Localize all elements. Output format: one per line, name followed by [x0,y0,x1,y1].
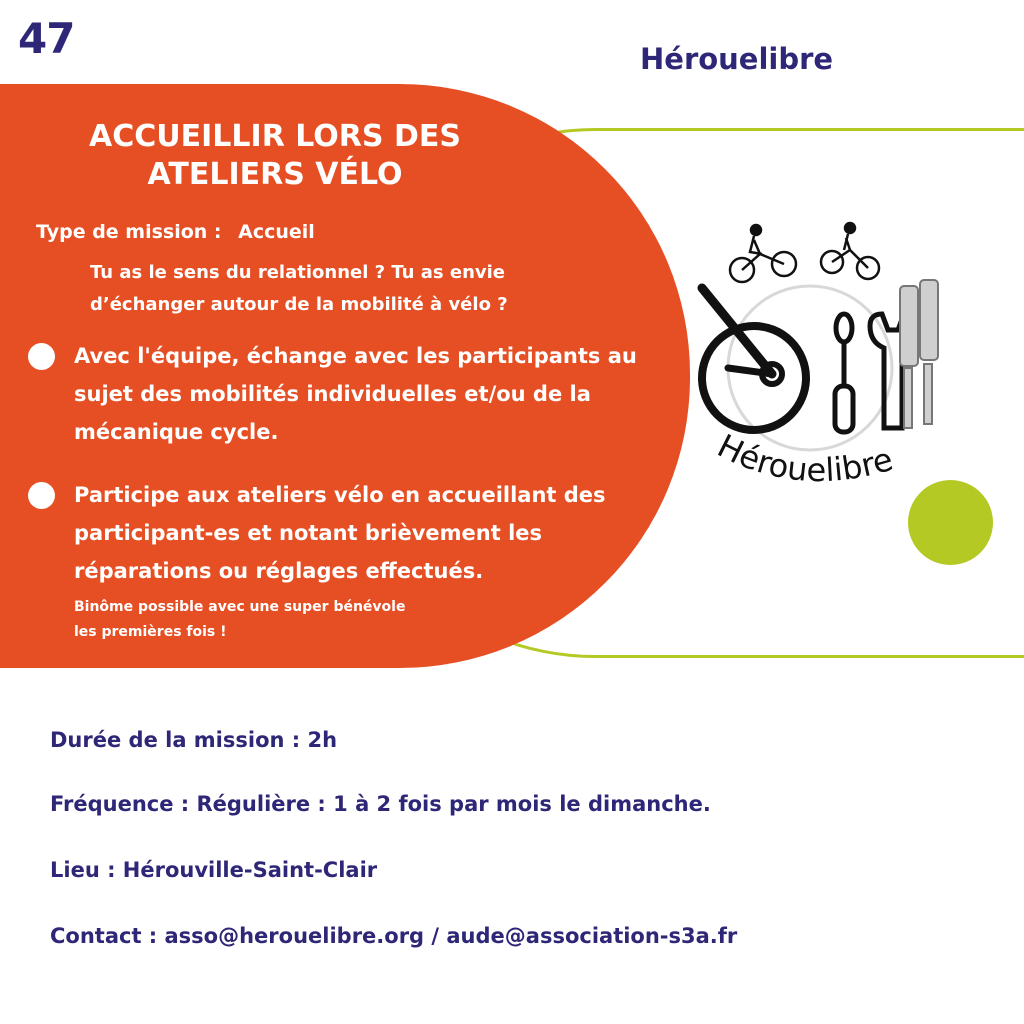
intro-line-2: d’échanger autour de la mobilité à vélo ? [90,294,508,315]
logo-text: Hérouelibre [711,426,898,490]
bullet-text: Participe aux ateliers vélo en accueillant des participant-es et notant brièvement les réparations ou réglages effectués. [74,483,606,583]
bullet-dot-icon [28,482,55,509]
screwdriver-icon [835,314,853,432]
note-line-1: Binôme possible avec une super bénévole [74,599,406,615]
logo-wordmark [712,427,897,490]
mission-title [40,118,510,194]
mission-intro [90,257,610,321]
intro-line-1: Tu as le sens du relationnel ? Tu as envie [90,262,506,283]
herouelibre-logo [692,218,942,498]
title-line-1: ACCUEILLIR LORS DES [89,119,461,154]
mission-contact[interactable]: Contact : asso@herouelibre.org / aude@association-s3a.fr [50,924,738,948]
bullet-item [28,476,648,590]
mission-type [36,221,315,243]
mission-location: Lieu : Hérouville-Saint-Clair [50,858,378,882]
green-dot-decoration [908,480,993,565]
bullet-item [28,337,648,451]
mission-note [74,595,534,645]
bike-tools-logo-icon [692,218,942,498]
bullet-dot-icon [28,343,55,370]
mission-frequency: Fréquence : Régulière : 1 à 2 fois par mois le dimanche. [50,792,711,816]
pump-icon [900,280,938,428]
organization-name: Hérouelibre [640,42,834,76]
bullet-text: Avec l'équipe, échange avec les participants au sujet des mobilités individuelles et/ou de la mécanique cycle. [74,344,637,444]
note-line-2: les premières fois ! [74,624,227,640]
mission-duration: Durée de la mission : 2h [50,728,338,752]
mission-type-value: Accueil [238,221,315,243]
title-line-2: ATELIERS VÉLO [147,157,403,192]
page-number: 47 [18,14,75,63]
mission-type-label: Type de mission : [36,221,222,243]
cyclist-icon [730,223,879,282]
